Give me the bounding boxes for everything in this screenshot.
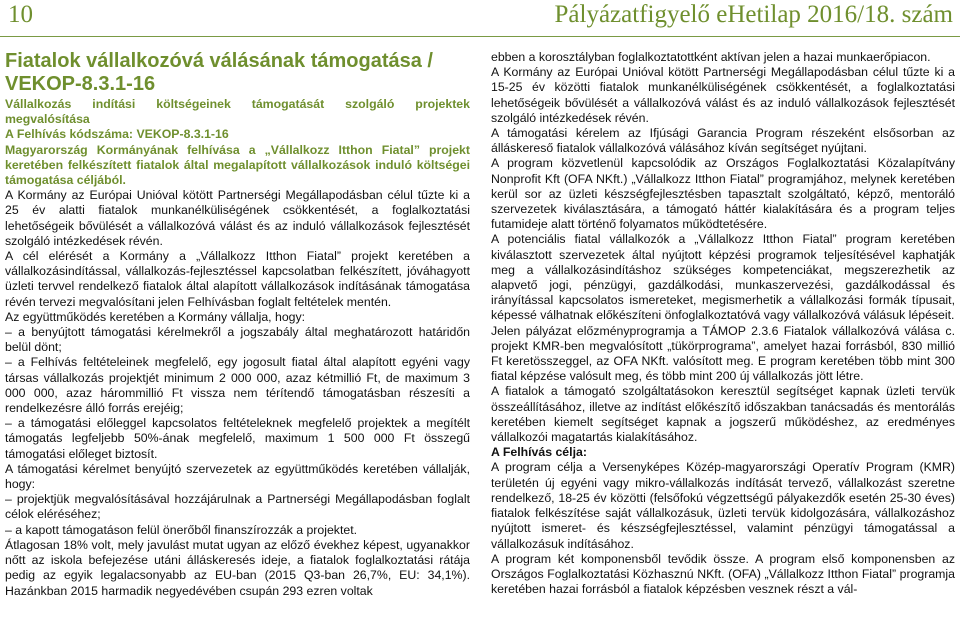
right-column <box>491 50 955 623</box>
article-lead: Magyarország Kormányának felhívása a „Vállalkozz Itthon Fiatal” projekt keretében felkészített fiatalok által megalapított vállalkozások induló költségei támogatása céljából. <box>5 142 470 188</box>
left-column <box>5 50 470 623</box>
paragraph: A program két komponensből tevődik össze. A program első komponensben az Országos Foglalkoztatási Közhasznú NKft. (OFA) „Vállalkozz Itthon Fiatal” programja keretében hazai forrásból a fiatalok képzésben vesznek részt a vál- <box>491 551 955 597</box>
paragraph: A program célja a Versenyképes Közép-magyarországi Operatív Program (KMR) területén új egyéni vagy mikro-vállalkozás indítását tervező, vállalkozást szeretne rendelkező, 18-25 év közötti (felsőfokú végzettségű pályakezdők esetén 25-30 éves) fiatalok felkészítése saját vállalkozásuk, üzleti tervük kidolgozására, vállalkozáshoz nyújtott ismeret- és készségfejlesztéssel, valamint pénzügyi támogatással a vállalkozásuk indításához. <box>491 460 955 551</box>
paragraph: Az együttműködés keretében a Kormány vállalja, hogy: <box>5 309 306 324</box>
list-item: – projektjük megvalósításával hozzájárulnak a Partnerségi Megállapodásban foglalt célok eléréséhez; <box>5 492 470 522</box>
paragraph: A Kormány az Európai Unióval kötött Partnerségi Megállapodásban célul tűzte ki a 25 év alatti fiatalok munkanélküliségének csökkentését, a foglalkoztatási lehetőségeik bővülését a vállalkozóvá válást és az induló vállalkozások fejlesztését szolgáló intézkedések révén. <box>5 188 470 248</box>
article-title: Fiatalok vállalkozóvá válásának támogatása / VEKOP-8.3.1-16 <box>5 50 433 95</box>
list-item: – a Felhívás feltételeinek megfelelő, egy jogosult fiatal által alapított egyéni vagy társas vállalkozás projektjét minimum 2 000 000, azaz kétmillió Ft, de maximum 3 000 000, azaz hárommillió Ft vissza nem térítendő támogatásban részesíti a rendelkezésre álló forrás erejéig; <box>5 355 470 416</box>
paragraph: A támogatási kérelmet benyújtó szervezetek az együttműködés keretében vállalják, hogy: <box>5 461 470 492</box>
list-item: – a támogatási előleggel kapcsolatos feltételeknek megfelelő projektek a megítélt támogatás legfeljebb 50%-ának megfelelő, maximum 1 500 000 Ft összegű támogatási előleget biztosít. <box>5 416 470 461</box>
paragraph: A program közvetlenül kapcsolódik az Országos Foglalkoztatási Közalapítvány Nonprofit Kft (OFA NKft.) „Vállalkozz Itthon Fiatal” programjához, melynek keretében kerül sor az üzleti készségfejlesztésben tapasztalt szolgáltató, képző, mentoráló szervezetek kiválasztására, a támogató háttér kialakítására és a program teljes futamideje alatt történő folyamatos működtetésére. <box>491 156 955 232</box>
paragraph: A fiatalok a támogató szolgáltatásokon keresztül segítséget kapnak üzleti tervük összeállításához, illetve az indítást előkészítő időszakban tanácsadás és mentorálás keretében kiemelt segítséget kapnak a jogszerű működéshez, az eredményes vállalkozói magatartás kialakításához. <box>491 384 955 445</box>
list-item: – a kapott támogatáson felül önerőből finanszírozzák a projektet. <box>5 522 358 537</box>
article-subtitle: Vállalkozás indítási költségeinek támogatását szolgáló projektek megvalósítása <box>5 97 470 127</box>
paragraph: ebben a korosztályban foglalkoztatottként aktívan jelen a hazai munkaerőpiacon. <box>491 50 931 64</box>
publication-title: Pályázatfigyelő eHetilap 2016/18. szám <box>554 1 953 28</box>
section-heading: A Felhívás célja: <box>491 445 587 460</box>
page-number: 10 <box>8 1 33 28</box>
paragraph: A támogatási kérelem az Ifjúsági Garancia Program részeként elsősorban az álláskereső fiatalok vállalkozóvá válásához kíván segítséget nyújtani. <box>491 126 955 156</box>
paragraph: A potenciális fiatal vállalkozók a „Vállalkozz Itthon Fiatal” program keretében kiválasztott szervezetek által nyújtott képzési programok teljesítésével kaphatják meg a vállalkozásindításhoz szükséges kompetenciákat, megszerezhetik az alapvető jogi, pénzügyi, gazdálkodási, munkaszervezési, gazdálkodással és irányítással kapcsolatos ismereteket, megismerhetik a vállalkozási formák típusait, képessé válhatnak előkészíteni önfoglalkoztatóvá vagy vállalkozóvá válásuk lépéseit. <box>491 232 955 323</box>
list-item: – a benyújtott támogatási kérelmekről a jogszabály által meghatározott határidőn belül dönt; <box>5 325 470 355</box>
call-code: A Felhívás kódszáma: VEKOP-8.3.1-16 <box>5 127 229 142</box>
paragraph: Átlagosan 18% volt, mely javulást mutat ugyan az előző évekhez képest, ugyanakkor nőtt az iskola befejezése utáni álláskeresés ideje, a fiatalok foglalkoztatási rátája pedig az egyik legalacsonyabb az EU-ban (2015 Q3-ban 26,7%, EU: 34,1%). Hazánkban 2015 harmadik negyedévében csupán 293 ezren voltak <box>5 537 470 598</box>
page-header <box>0 0 960 37</box>
paragraph: A Kormány az Európai Unióval kötött Partnerségi Megállapodásban célul tűzte ki a 15-25 év közötti fiatalok munkanélküliségének csökkentését, a foglalkoztatási lehetőségeik bővülését a vállalkozóvá válást és az induló vállalkozások fejlesztését szolgáló intézkedések révén. <box>491 65 955 125</box>
paragraph: A cél elérését a Kormány a „Vállalkozz Itthon Fiatal” projekt keretében a vállalkozásindítással, vállalkozás-fejlesztéssel kapcsolatban felkészített, jóváhagyott üzleti tervvel rendelkező fiatalok által alapított vállalkozások indításának támogatása révén tervezi megvalósítani jelen Felhívásban foglalt feltételek mentén. <box>5 249 470 309</box>
paragraph: Jelen pályázat előzményprogramja a TÁMOP 2.3.6 Fiatalok vállalkozóvá válása c. projekt KMR-ben megvalósított „tükörprograma”, amelyet hazai forrásból, 830 millió Ft keretösszeggel, az OFA NKft. valósított meg. E program keretében több mint 300 fiatal képzése valósult meg, és több mint 200 új vállalkozás jött létre. <box>491 323 955 384</box>
